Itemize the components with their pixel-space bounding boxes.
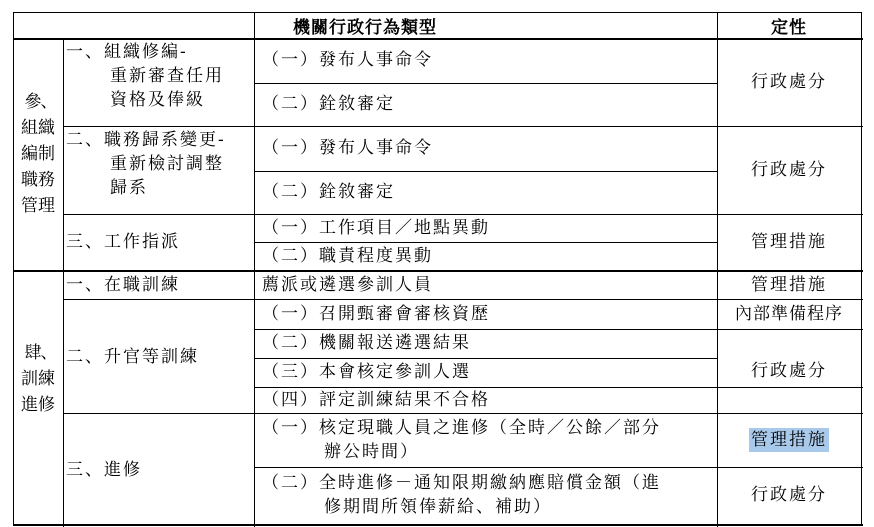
act-text: （一）發布人事命令 xyxy=(262,50,433,70)
act-text: （四）評定訓練結果不合格 xyxy=(262,390,490,410)
item-label-line: 重新審查任用 xyxy=(110,66,224,86)
section-title-part: 進修 xyxy=(21,394,55,415)
act-cell xyxy=(262,126,433,170)
act-text: 薦派或遴選參訓人員 xyxy=(262,275,433,295)
item-label xyxy=(66,128,254,212)
item-label-line: 二、職務歸系變更- xyxy=(66,130,226,150)
section-title-part: 、 xyxy=(40,91,58,112)
section-title-part: 組織 xyxy=(21,117,55,138)
header-type-label: 機關行政行為類型 xyxy=(293,17,437,38)
nature-cell xyxy=(717,414,861,466)
act-cell xyxy=(262,300,490,328)
act-text: （二）銓敘審定 xyxy=(262,182,395,202)
act-text-line: （二）全時進修－通知限期繳納應賠償金額（進 xyxy=(262,473,661,493)
act-text-line: 辦公時間） xyxy=(324,442,419,462)
act-text: （二）機關報送遴選結果 xyxy=(262,333,471,353)
header-nature-cell xyxy=(717,12,861,38)
nature-cell xyxy=(717,271,861,299)
act-text-line: 修期間所領俸薪給、補助） xyxy=(324,497,552,517)
nature-text: 行政處分 xyxy=(751,159,827,180)
nature-text: 內部準備程序 xyxy=(735,304,843,324)
nature-text-highlighted: 管理措施 xyxy=(751,430,827,450)
section-title-part: 、 xyxy=(40,342,58,363)
item-label-line: 二、升官等訓練 xyxy=(66,346,199,367)
item-label-line: 重新檢討調整 xyxy=(110,154,224,174)
act-text: （三）本會核定參訓人選 xyxy=(262,362,471,382)
act-cell xyxy=(262,414,661,466)
section-title-training xyxy=(14,271,62,526)
item-label xyxy=(66,40,254,124)
nature-text: 管理措施 xyxy=(751,232,827,252)
nature-cell xyxy=(717,329,861,413)
nature-cell xyxy=(717,468,861,522)
act-cell xyxy=(262,271,433,299)
item-label xyxy=(66,271,180,299)
act-cell xyxy=(262,171,395,213)
act-cell xyxy=(262,38,433,82)
item-label-line: 三、進修 xyxy=(66,460,142,480)
act-cell xyxy=(262,387,490,413)
item-label xyxy=(66,214,180,270)
section-title-part: 職務 xyxy=(21,169,55,190)
nature-text: 行政處分 xyxy=(751,71,827,92)
item-label xyxy=(66,300,199,413)
item-label xyxy=(66,414,142,526)
section-title-part: 肆 xyxy=(24,342,42,363)
act-text: （一）召開甄審會審核資歷 xyxy=(262,304,490,324)
act-cell xyxy=(262,358,471,386)
item-label-line: 歸系 xyxy=(110,178,148,198)
nature-text: 行政處分 xyxy=(751,485,827,505)
nature-cell xyxy=(717,126,861,213)
nature-cell xyxy=(717,300,861,328)
act-text: （二）職責程度異動 xyxy=(262,246,433,266)
act-text: （一）發布人事命令 xyxy=(262,138,433,158)
item-label-line: 一、組織修編- xyxy=(66,42,188,62)
item-label-line: 三、工作指派 xyxy=(66,232,180,252)
act-cell xyxy=(262,83,395,125)
nature-cell xyxy=(717,38,861,125)
act-cell xyxy=(262,242,433,270)
header-type-cell xyxy=(14,12,716,38)
nature-cell xyxy=(717,214,861,270)
act-cell xyxy=(262,329,471,357)
section-title-part: 管理 xyxy=(21,195,55,216)
section-title-part: 編制 xyxy=(21,143,55,164)
section-title-org xyxy=(14,38,62,269)
act-cell xyxy=(262,214,490,242)
nature-text: 行政處分 xyxy=(751,361,827,381)
act-cell xyxy=(262,468,661,522)
section-title-part: 訓練 xyxy=(21,368,55,389)
act-text: （一）工作項目／地點異動 xyxy=(262,218,490,238)
section-title-part: 參 xyxy=(24,91,42,112)
header-nature-label: 定性 xyxy=(771,17,807,38)
act-text: （二）銓敘審定 xyxy=(262,94,395,114)
nature-text: 管理措施 xyxy=(751,275,827,295)
act-text-line: （一）核定現職人員之進修（全時／公餘／部分 xyxy=(262,418,661,438)
item-label-line: 一、在職訓練 xyxy=(66,275,180,295)
item-label-line: 資格及俸級 xyxy=(110,90,205,110)
